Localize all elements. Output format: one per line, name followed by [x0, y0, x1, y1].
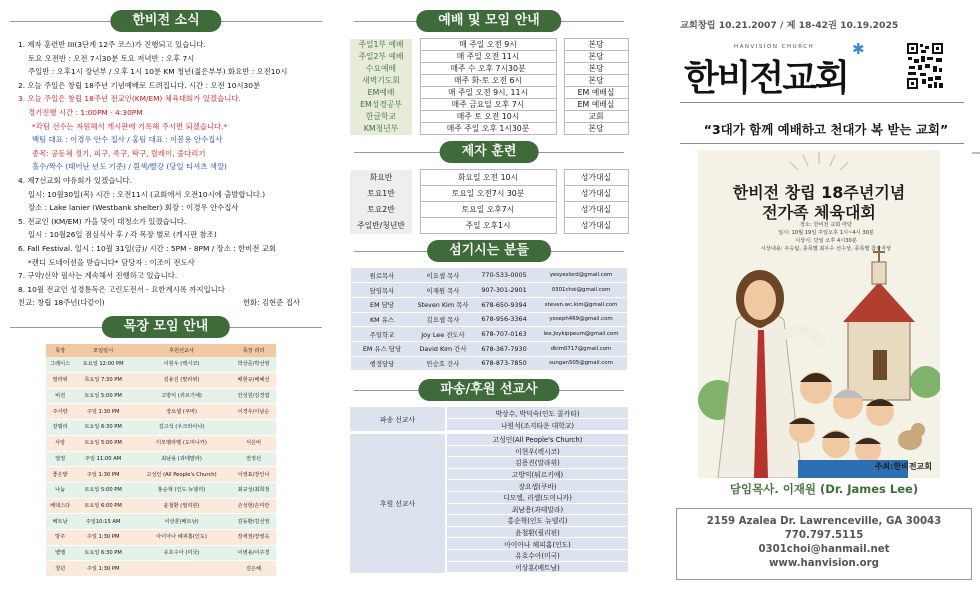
news-line: 1. 제자 훈련반 III(3단계 12주 코스)가 진행되고 있습니다. — [18, 40, 206, 49]
poster-detail: 일시: 10월 19일 주일오후 1시~4시 30분 — [778, 230, 874, 236]
poster-detail: 장소: 한비전 교회 마당 — [800, 222, 852, 228]
staff-name: 안승호 간사 — [413, 356, 473, 371]
cell-table-cell: 유호수아 (미국) — [132, 545, 231, 561]
spacer — [412, 186, 420, 202]
staff-role: 담임목사 — [351, 283, 413, 298]
table-row — [351, 356, 627, 371]
church-phone[interactable]: 770.797.5115 — [784, 530, 864, 541]
training-title: 제자 훈련 — [440, 141, 539, 163]
support-missionary-label: 후원 선교사 — [350, 434, 446, 573]
missionary-header — [344, 379, 634, 401]
cell-table-cell: 배현규/배혜선 — [231, 373, 276, 389]
divider — [680, 102, 964, 103]
cell-table-cell: 안성원/김경엽 — [231, 388, 276, 404]
cell-table-cell: 베트남 — [46, 514, 74, 530]
spacer — [412, 218, 420, 234]
worship-time: 매 주일 오전 9시, 11시 — [420, 87, 556, 99]
table-row — [350, 39, 628, 51]
worship-place: 본당 — [564, 63, 628, 75]
church-building-icon — [843, 246, 915, 400]
staff-email[interactable]: yoseph469@gmail.com — [535, 312, 627, 327]
spacer — [412, 111, 420, 123]
sent-missionary-label: 파송 선교사 — [350, 407, 446, 430]
table-row — [350, 218, 628, 234]
table-row — [350, 51, 628, 63]
staff-name: 이요셉 목사 — [413, 268, 473, 283]
table-row — [351, 297, 627, 312]
spacer — [556, 123, 564, 135]
staff-name: 이재원 목사 — [413, 283, 473, 298]
staff-header — [344, 240, 634, 262]
cell-table-cell: 이상훈(베트남) — [132, 514, 231, 530]
staff-phone: 770-533-0005 — [473, 268, 535, 283]
cell-table-cell: 최남용 (과테말라) — [132, 451, 231, 467]
event-poster — [698, 150, 940, 478]
cell-table-cell: 최규성/최희정 — [231, 482, 276, 498]
cell-column-header: 모임일시 — [74, 344, 132, 357]
spacer — [556, 202, 564, 218]
cell-table-cell: 주일 1:30 PM — [74, 529, 132, 545]
staff-email[interactable]: lee.Joykippeum@gmail.com — [535, 327, 627, 342]
staff-name: 김요셉 목사 — [413, 312, 473, 327]
dog-icon — [898, 423, 925, 450]
table-row — [46, 404, 276, 420]
table-row — [46, 467, 276, 483]
news-line: 7. 구약/신약 필사는 계속해서 진행하고 있습니다. — [18, 271, 178, 281]
table-row — [351, 341, 627, 356]
training-place: 성가대실 — [564, 186, 628, 202]
contact-box — [676, 508, 972, 580]
spacer — [412, 123, 420, 135]
cell-table-cell: 이현우 (렉시코) — [132, 357, 231, 373]
divider — [680, 143, 964, 144]
cell-table-cell: 박상준/박선영 — [231, 357, 276, 373]
cell-table-cell: 전정선 — [231, 451, 276, 467]
news-line: 주일반 : 오후1시 장년부 / 오후 1시 10분 KM 청년(젊은부부) 화요반 : 오전10시 — [28, 67, 288, 77]
staff-email[interactable]: yesyeslord@gmail.com — [535, 268, 627, 283]
missionary-title: 파송/후원 선교사 — [418, 379, 559, 401]
cell-table-cell: 김동환/김선영 — [231, 514, 276, 530]
table-row — [351, 327, 627, 342]
cell-table-cell: 이병용/이주경 — [231, 545, 276, 561]
worship-name: 새벽기도회 — [350, 75, 412, 87]
news-footer — [0, 296, 332, 310]
worship-place: 교회 — [564, 111, 628, 123]
poster-detail: 시상내용: 우승팀, 종목별 최우수 선수상, 종목별 참가자상 — [760, 246, 892, 252]
worship-title: 예배 및 모임 안내 — [416, 10, 561, 32]
table-row — [350, 123, 628, 135]
sun-rays-icon — [790, 152, 848, 170]
staff-email[interactable]: sungan505@gmail.com — [535, 356, 627, 371]
tree-icon — [910, 366, 940, 398]
cell-table-cell: 김은혜 — [231, 561, 276, 577]
cell-table-cell: 토요일 5:00 PM — [74, 388, 132, 404]
spacer — [556, 51, 564, 63]
missionary-name: 아이아나 헤피홈(인도) — [446, 538, 628, 550]
logo-wordmark: 한비전교회 — [684, 57, 848, 99]
table-row — [46, 514, 276, 530]
table-row — [350, 434, 628, 446]
worship-time: 매주 토 오전 10시 — [420, 111, 556, 123]
staff-phone: 678-650-9394 — [473, 297, 535, 312]
logo-subtitle: HANVISION CHURCH — [734, 44, 815, 50]
worship-place: EM 예배실 — [564, 87, 628, 99]
worship-name: EM예배 — [350, 87, 412, 99]
cell-table-cell: 벧엘 — [46, 545, 74, 561]
worship-table — [350, 38, 629, 135]
missionary-name: 유호수아(미국) — [446, 549, 628, 561]
table-row — [350, 87, 628, 99]
staff-phone: 907-301-2901 — [473, 283, 535, 298]
staff-phone: 678-956-3364 — [473, 312, 535, 327]
worship-name: 수요예배 — [350, 63, 412, 75]
news-line: 백팀 대표 : 이경우 안수 집사 / 홍팀 대표 : 이봉용 안수집사 — [32, 135, 223, 145]
cell-table-cell: 이경우/이남순 — [231, 404, 276, 420]
news-line: *캔디 도네이션을 받습니다* 담당자 : 이조이 전도사 — [28, 257, 195, 267]
cell-table-cell: 청년 — [46, 561, 74, 577]
worship-place: 본당 — [564, 123, 628, 135]
cell-table-cell: 김용진 (말라위) — [132, 373, 231, 389]
column-news — [0, 0, 332, 595]
spacer — [556, 75, 564, 87]
cell-table-cell: 주일 1:30 PM — [74, 467, 132, 483]
cell-table-cell: 말라위 — [46, 373, 74, 389]
table-row — [351, 268, 627, 283]
worship-place: 본당 — [564, 39, 628, 51]
poster-title-line-2: 전가족 체육대회 — [762, 203, 876, 222]
church-slogan: “3대가 함께 예배하고 천대가 복 받는 교회” — [703, 122, 949, 137]
training-table — [350, 169, 629, 234]
news-title: 한비전 소식 — [110, 10, 221, 32]
cell-table-cell: 홍순혁 (인도 뉴델리) — [132, 482, 231, 498]
spacer — [412, 170, 420, 186]
spacer — [412, 99, 420, 111]
cell-table-cell: 주일 1:30 PM — [74, 404, 132, 420]
spacer — [556, 99, 564, 111]
spacer — [412, 87, 420, 99]
staff-name: David Kim 간사 — [413, 341, 473, 356]
church-address: 2159 Azalea Dr. Lawrenceville, GA 30043 — [706, 516, 942, 527]
qr-code-icon[interactable] — [906, 42, 944, 90]
table-row — [350, 202, 628, 218]
spacer — [556, 87, 564, 99]
spacer — [412, 63, 420, 75]
cell-table-cell: 베데스다 — [46, 498, 74, 514]
cell-table-cell: 고성인 (All People's Church) — [132, 467, 231, 483]
staff-phone: 678-367-7930 — [473, 341, 535, 356]
table-row — [46, 435, 276, 451]
cell-table-cell: 비전 — [46, 388, 74, 404]
cell-table-cell: 장세권/장영옥 — [231, 529, 276, 545]
training-name: 주일반/청년반 — [350, 218, 412, 234]
table-row — [46, 420, 276, 436]
church-logo — [682, 40, 882, 99]
spacer — [556, 111, 564, 123]
worship-time: 매주 금요일 오후 7시 — [420, 99, 556, 111]
table-row — [46, 388, 276, 404]
cell-table-cell: 아이아나 헤피홈(인도) — [132, 529, 231, 545]
staff-title: 섬기시는 분들 — [427, 240, 551, 262]
cell-table-cell: 목요일 7:30 PM — [74, 373, 132, 389]
missionary-name: 홍순혁(인도 뉴델리) — [446, 515, 628, 527]
cell-column-header: 목장 — [46, 344, 74, 357]
staff-email[interactable]: dkim0717@gmail.com — [535, 341, 627, 356]
cell-table-cell: 손성현/손미란 — [231, 498, 276, 514]
senior-pastor: 담임목사. 이재원 (Dr. James Lee) — [729, 482, 919, 496]
news-line: 홀수/짝수 (태어난 년도 기준) / 흰색/빨강 (당일 티셔츠 색깔) — [32, 162, 227, 172]
worship-header — [344, 10, 634, 32]
staff-role: 원로목사 — [351, 268, 413, 283]
table-row — [350, 63, 628, 75]
cell-table-cell: 좋은밭 — [46, 467, 74, 483]
cell-table-cell: 토요일 6:30 PM — [74, 545, 132, 561]
cell-table-cell: 주일10:15 AM — [74, 514, 132, 530]
staff-phone: 678-707-0163 — [473, 327, 535, 342]
training-time: 화요일 오전 10시 — [420, 170, 556, 186]
cell-table-cell: 윤철환 (필리핀) — [132, 498, 231, 514]
table-row — [46, 529, 276, 545]
church-website[interactable]: www.hanvision.org — [769, 558, 879, 569]
cell-column-header: 후원선교사 — [132, 344, 231, 357]
news-line: 6. Fall Festival. 일시 : 10월 31일(금)/ 시간 : 5PM - 8PM / 장소 : 한비전 교회 — [18, 243, 277, 253]
cell-table — [46, 344, 276, 577]
table-row — [350, 407, 628, 419]
news-line: 종목: 공동체 경기, 피구, 족구, 탁구, 릴레이, 줄다리기 — [32, 148, 206, 158]
spacer — [556, 218, 564, 234]
cell-table-cell: 열정 — [46, 451, 74, 467]
cell-table-cell: 김고석 (우크라이나) — [132, 420, 231, 436]
cell-table-cell: 장요셉 (쿠바) — [132, 404, 231, 420]
staff-email[interactable]: 0301choi@gmail.com — [535, 283, 627, 298]
training-time: 토요일 오전7시 30분 — [420, 186, 556, 202]
training-name: 화요반 — [350, 170, 412, 186]
column-cover — [668, 0, 980, 595]
spacer — [556, 170, 564, 186]
missionary-name: 이현우(렉시코) — [446, 445, 628, 457]
missionary-table — [350, 407, 628, 573]
news-line: 3. 오늘 주일은 창립 18주년 전교인(KM/EM) 체육대회가 있겠습니다. — [18, 94, 241, 104]
news-line: 경기진행 시간 : 1:00PM - 4:30PM — [28, 107, 143, 117]
table-row — [46, 373, 276, 389]
missionary-name: 나원석(조지타운 대학교) — [446, 419, 628, 431]
worship-name: KM청년부 — [350, 123, 412, 135]
table-row — [46, 498, 276, 514]
missionary-name: 최남용(과테말라) — [446, 503, 628, 515]
worship-name: 주일1부 예배 — [350, 39, 412, 51]
cell-table-cell: 이영표/장인나 — [231, 467, 276, 483]
cell-title: 목장 모임 안내 — [102, 316, 230, 338]
table-row — [350, 186, 628, 202]
worship-time: 매주 주일 오후 1시30분 — [420, 123, 556, 135]
cell-column-header: 목장 리더 — [231, 344, 276, 357]
table-row — [351, 312, 627, 327]
poster-detail: 시상식: 당일 오후 4시30분 — [795, 238, 857, 244]
cell-table-cell: 주일 11:00 AM — [74, 451, 132, 467]
worship-name: EM성경공부 — [350, 99, 412, 111]
flowers-note: 헌화: 김현준 집사 — [242, 298, 300, 308]
spacer — [412, 51, 420, 63]
cell-table-cell: 서은비 — [231, 435, 276, 451]
missionary-name: 장요셉(쿠바) — [446, 480, 628, 492]
staff-email[interactable]: steven.wc.kim@gmail.com — [535, 297, 627, 312]
table-row — [350, 99, 628, 111]
table-row — [46, 482, 276, 498]
training-name: 토요2반 — [350, 202, 412, 218]
cell-table-cell: 토요일 5:00 PM — [74, 435, 132, 451]
training-time: 주일 오후1시 — [420, 218, 556, 234]
table-row — [350, 75, 628, 87]
news-line: 8. 10월 전교인 성경통독은 고린도전서 - 요한계시록 까지입니다 — [18, 284, 225, 294]
news-line: 장소 : Lake lanier (Westbank shelter) 회장 : 이경우 안수집사 — [28, 203, 239, 213]
cell-table-cell: 토요일 6:30 PM — [74, 420, 132, 436]
missionary-name: 박상수, 박덕숙(인도 콜카타) — [446, 407, 628, 419]
cell-table-cell: 그레이스 — [46, 357, 74, 373]
training-time: 토요일 오후7시 — [420, 202, 556, 218]
news-line: *각팀 선수는 자원해서 게시판에 기록해 주시면 되겠습니다.* — [32, 121, 228, 131]
missionary-name: 이상훈(베트남) — [446, 561, 628, 573]
news-line: 일시 : 10월26일 점심식사 후 / 각 목장 별로 (게시판 참조) — [28, 230, 217, 240]
worship-time: 매주 수 오후 7시30분 — [420, 63, 556, 75]
table-row — [350, 111, 628, 123]
spacer — [556, 63, 564, 75]
table-row — [351, 283, 627, 298]
cell-header — [0, 316, 332, 338]
poster-host: 주최:한비전교회 — [874, 462, 932, 471]
spacer — [556, 186, 564, 202]
training-name: 토요1반 — [350, 186, 412, 202]
training-place: 성가대실 — [564, 218, 628, 234]
edge-mark — [972, 152, 980, 154]
church-since: 교회창립 10.21.2007 / 제 18-42권 10.19.2025 — [680, 20, 899, 31]
cell-table-cell — [132, 561, 231, 577]
table-row — [350, 170, 628, 186]
spacer — [412, 75, 420, 87]
worship-place: 본당 — [564, 75, 628, 87]
cell-table-cell: 토요일 5:00 PM — [74, 482, 132, 498]
news-line: 4. 제7선교회 야유회가 있겠습니다. — [18, 175, 132, 185]
cell-table-cell: 토요일 6:00 PM — [74, 498, 132, 514]
column-services — [344, 0, 634, 595]
news-header — [0, 10, 332, 32]
table-row — [46, 451, 276, 467]
cell-table-cell: 방주 — [46, 529, 74, 545]
news-line: 5. 전교인 (KM/EM) 가을 맞이 대청소가 있겠습니다. — [18, 216, 187, 226]
staff-role: 행정담당 — [351, 356, 413, 371]
cell-table-cell: 주일 1:30 PM — [74, 561, 132, 577]
worship-time: 매 주일 오전 11시 — [420, 51, 556, 63]
training-header — [344, 141, 634, 163]
spacer — [412, 202, 420, 218]
worship-time: 매주 화-토 오전 6시 — [420, 75, 556, 87]
staff-role: EM 담당 — [351, 297, 413, 312]
staff-phone: 678-873-7850 — [473, 356, 535, 371]
cell-table-cell: 고방익 (퀴르기예) — [132, 388, 231, 404]
missionary-name: 디모엘, 리셸(도미니카) — [446, 491, 628, 503]
missionary-name: 고성인(All People's Church) — [446, 434, 628, 446]
worship-name: 주일2부 예배 — [350, 51, 412, 63]
cell-table-cell: 사랑 — [46, 435, 74, 451]
cell-table-cell: 나눔 — [46, 482, 74, 498]
cell-table-cell: 갈릴리 — [46, 420, 74, 436]
worship-name: 한글학교 — [350, 111, 412, 123]
church-email[interactable]: 0301choi@hanmail.net — [758, 544, 890, 555]
staff-role: KM 유스 — [351, 312, 413, 327]
missionary-name: 윤철환(필리핀) — [446, 526, 628, 538]
news-line: 2. 오늘 주일은 창립 18주년 기념예배로 드려집니다. 시간 : 오전 10시30분 — [18, 80, 261, 90]
star-icon: ✱ — [852, 40, 865, 58]
jesus-figure-icon — [718, 270, 822, 478]
staff-name: Steven Kim 목사 — [413, 297, 473, 312]
cell-table-cell: 주사랑 — [46, 404, 74, 420]
worship-place: EM 예배실 — [564, 99, 628, 111]
news-line: 토요 오전반 : 오전 7시30분 토요 저녁반 : 오후 7시 — [28, 53, 195, 63]
cell-table-cell: 토요일 12:00 PM — [74, 357, 132, 373]
table-row — [46, 357, 276, 373]
staff-role: 주일학교 — [351, 327, 413, 342]
table-row — [46, 561, 276, 577]
fellowship-note: 친교: 창립 18주년(다같이) — [18, 298, 105, 308]
cell-table-cell: 디모벨라벨 (도미니카) — [132, 435, 231, 451]
staff-table — [351, 268, 627, 371]
training-place: 성가대실 — [564, 170, 628, 186]
cell-table-cell — [231, 420, 276, 436]
poster-title-line-1: 한비전 창립 18주년기념 — [732, 183, 906, 202]
news-line: 일시: 10월30일(목) 시간 : 오전11시 (교회에서 오전10시에 출발합니다.) — [28, 189, 266, 199]
table-row — [46, 545, 276, 561]
spacer — [556, 39, 564, 51]
worship-place: 본당 — [564, 51, 628, 63]
missionary-name: 고방익(튀르키예) — [446, 468, 628, 480]
spacer — [412, 39, 420, 51]
training-place: 성가대실 — [564, 202, 628, 218]
staff-name: Joy Lee 전도사 — [413, 327, 473, 342]
missionary-name: 김용진(말라위) — [446, 457, 628, 469]
worship-time: 매 주일 오전 9시 — [420, 39, 556, 51]
news-list — [0, 32, 332, 296]
staff-role: EM 유스 담당 — [351, 341, 413, 356]
